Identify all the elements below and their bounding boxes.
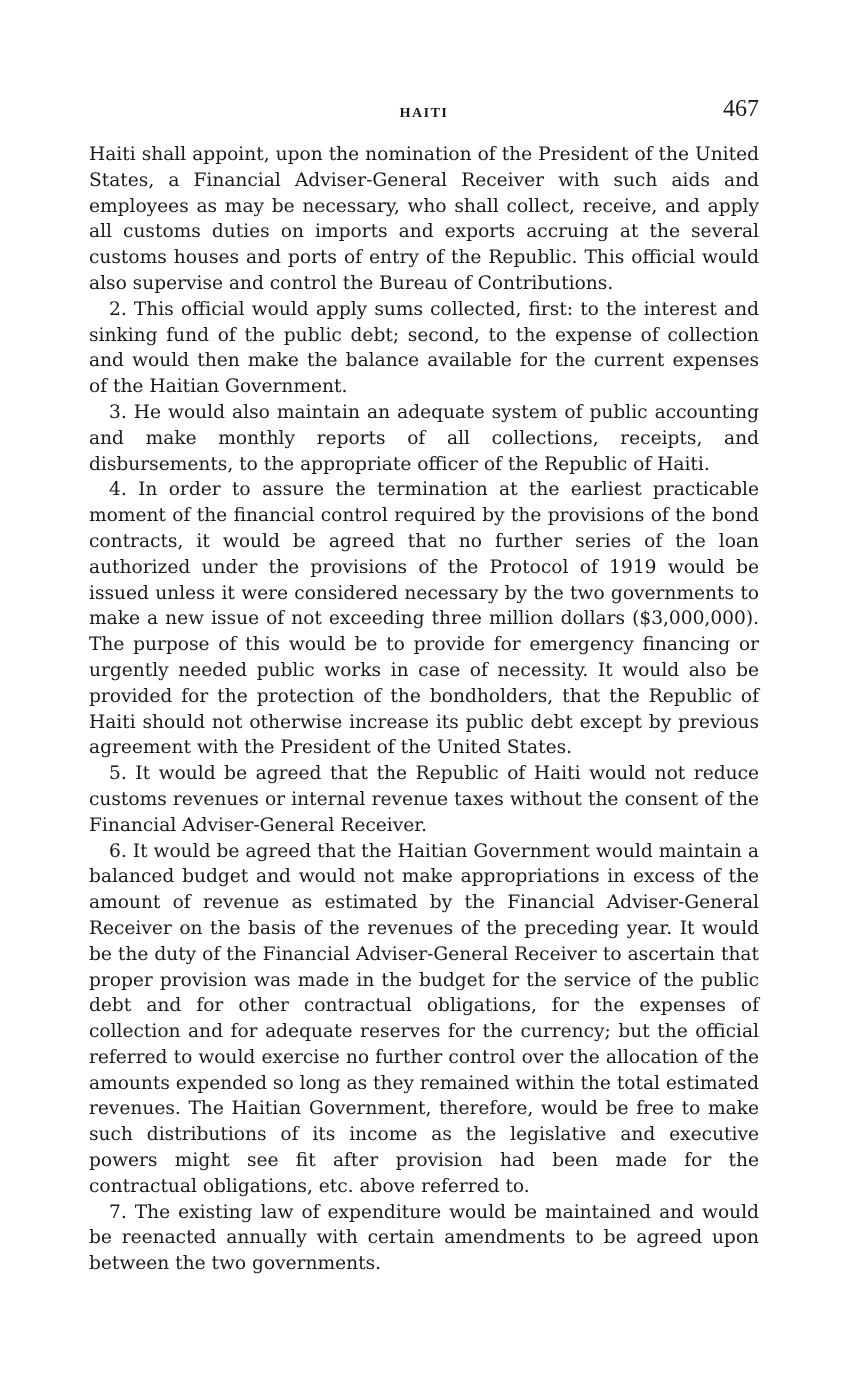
paragraph-continuation: Haiti shall appoint, upon the nomination of the President of the United States, a Financial Adviser-General Receiver with such aids and employees as may be necessary, who shall collect, receive, and apply all customs duties on imports and exports accruing at the several customs houses and ports of entry of the Republic. This official would also supervise and control the Bureau of Contributions. <box>89 144 759 294</box>
text-body <box>89 142 759 1277</box>
paragraph-item-3: 3. He would also maintain an adequate system of public accounting and make monthly reports of all collections, receipts, and disbursements, to the appropriate officer of the Republic of Haiti. <box>89 401 759 475</box>
page-number: 467 <box>723 96 759 122</box>
paragraph-item-4: 4. In order to assure the termination at the earliest practicable moment of the financial control required by the provisions of the bond contracts, it would be agreed that no further series of the loan authorized under the provisions of the Protocol of 1919 would be issued unless it were considered necessary by the two governments to make a new issue of not exceeding three million dollars ($3,000,000). The purpose of this would be to provide for emergency financing or urgently needed public works in case of necessity. It would also be provided for the protection of the bondholders, that the Republic of Haiti should not otherwise increase its public debt except by previous agreement with the President of the United States. <box>89 479 759 759</box>
paragraph-item-5: 5. It would be agreed that the Republic of Haiti would not reduce customs revenues or internal revenue taxes without the consent of the Financial Adviser-General Receiver. <box>89 763 759 836</box>
paragraph-item-2: 2. This official would apply sums collected, first: to the interest and sinking fund of the public debt; second, to the expense of collection and would then make the balance available for the current expenses of the Haitian Government. <box>89 298 759 398</box>
paragraph-item-6: 6. It would be agreed that the Haitian Government would maintain a balanced budget and would not make appropriations in excess of the amount of revenue as estimated by the Financial Adviser-General Receiver on the basis of the revenues of the preceding year. It would be the duty of the Financial Adviser-General Receiver to ascertain that proper provision was made in the budget for the service of the public debt and for other contractual obligations, for the expenses of collection and for adequate reserves for the currency; but the official referred to would exercise no further control over the allocation of the amounts expended so long as they remained within the total estimated revenues. The Haitian Government, therefore, would be free to make such distributions of its income as the legislative and executive powers might see fit after provision had been made for the contractual obligations, etc. above referred to. <box>89 840 759 1197</box>
running-title: HAITI <box>399 106 449 121</box>
running-head <box>89 96 759 130</box>
document-page <box>89 96 759 1277</box>
paragraph-item-7: 7. The existing law of expenditure would be maintained and would be reenacted annually with certain amendments to be agreed upon between the two governments. <box>89 1201 759 1275</box>
